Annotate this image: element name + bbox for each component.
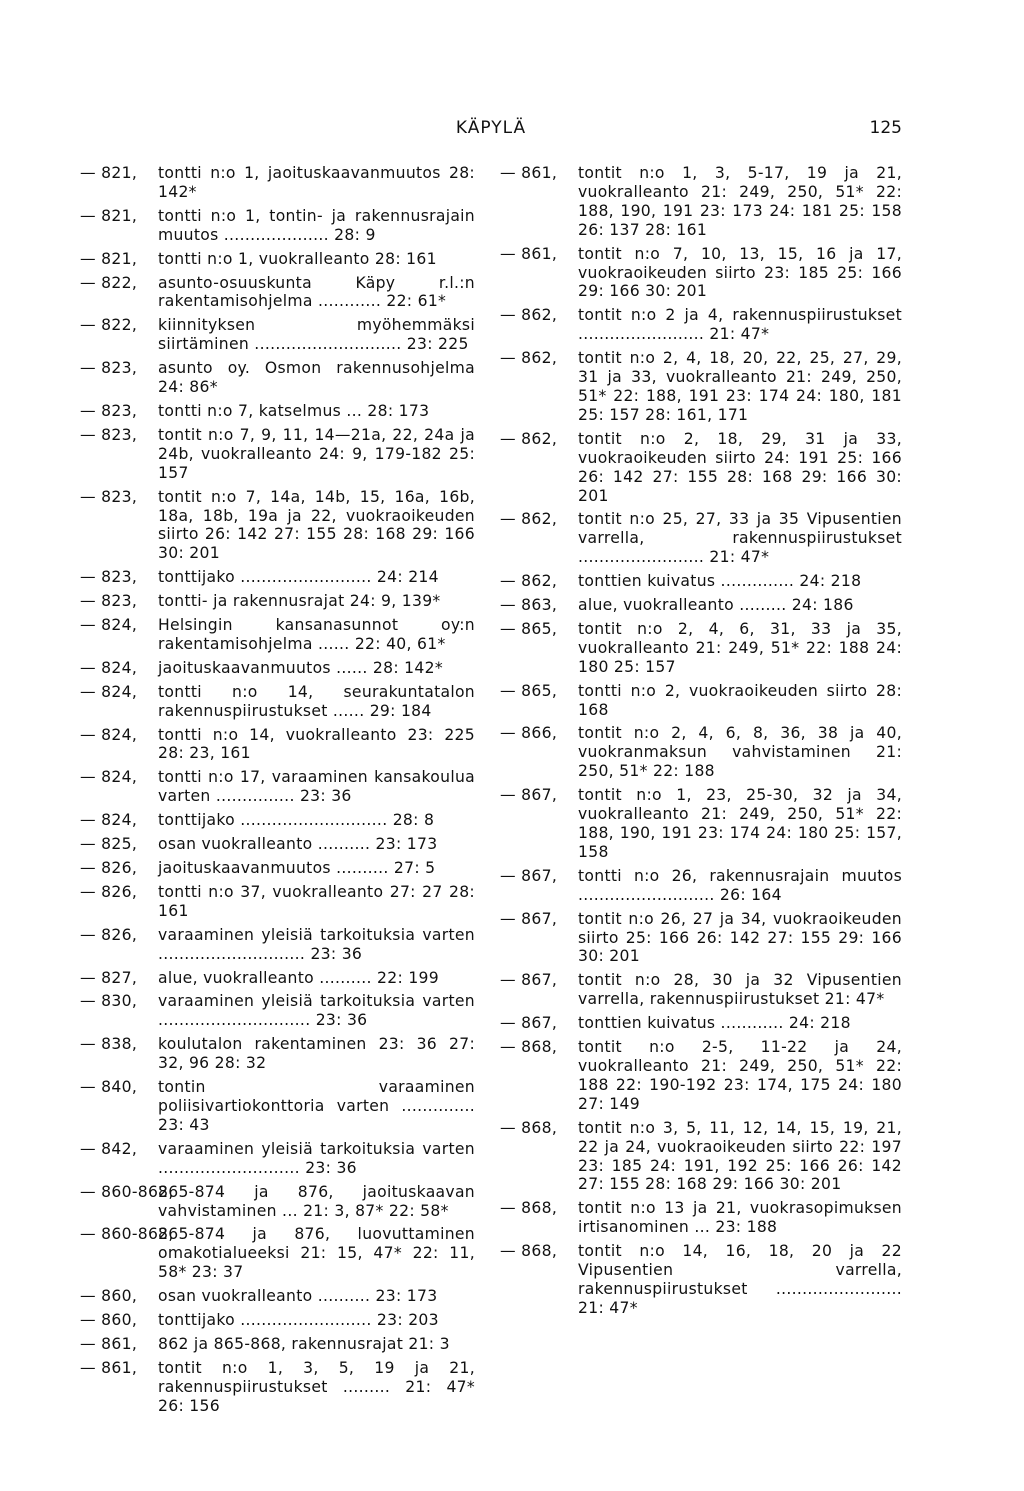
index-entry: [80, 768, 475, 806]
entry-text: alue, vuokralleanto .......... 22: 199: [158, 968, 439, 987]
index-entry: [80, 992, 475, 1030]
index-entry: [500, 1199, 902, 1237]
entry-number: — 860,: [80, 1287, 138, 1306]
entry-text: tontti n:o 37, vuokralleanto 27: 27 28: 161: [158, 882, 475, 920]
entry-number: — 865,: [500, 681, 558, 700]
entry-number: — 865,: [500, 619, 558, 638]
entry-text: alue, vuokralleanto ......... 24: 186: [578, 596, 854, 615]
entry-number: — 823,: [80, 401, 138, 420]
entry-text: 865-874 ja 876, luovuttaminen omakotialueeksi 21: 15, 47* 22: 11, 58* 23: 37: [158, 1225, 475, 1282]
entry-text: 865-874 ja 876, jaoituskaavan vahvistaminen ... 21: 3, 87* 22: 58*: [158, 1182, 475, 1220]
entry-text: tontti n:o 14, vuokralleanto 23: 225 28: 23, 161: [158, 725, 475, 763]
entry-number: — 824,: [80, 658, 138, 677]
entry-text: tonttien kuivatus ............ 24: 218: [578, 1014, 851, 1033]
entry-number: — 822,: [80, 316, 138, 335]
entry-number: — 824,: [80, 725, 138, 744]
entry-number: — 824,: [80, 616, 138, 635]
entry-number: — 867,: [500, 866, 558, 885]
index-entry: [500, 349, 902, 425]
entry-text: tontit n:o 25, 27, 33 ja 35 Vipusentien varrella, rakennuspiirustukset ........................ 21: 47*: [578, 510, 902, 567]
index-entry: [80, 488, 475, 564]
index-entry: [500, 867, 902, 905]
entry-text: tontit n:o 7, 10, 13, 15, 16 ja 17, vuokraoikeuden siirto 23: 185 25: 166 29: 166 30: 201: [578, 244, 902, 301]
entry-text: tontit n:o 1, 3, 5, 19 ja 21, rakennuspiirustukset ......... 21: 47* 26: 156: [158, 1358, 475, 1415]
entry-number: — 862,: [500, 349, 558, 368]
entry-text: tontit n:o 28, 30 ja 32 Vipusentien varrella, rakennuspiirustukset 21: 47*: [578, 971, 902, 1009]
index-entry: [80, 568, 475, 587]
entry-number: — 861,: [500, 244, 558, 263]
right-column: [500, 164, 902, 1323]
index-entry: [500, 596, 902, 615]
entry-text: tontit n:o 1, 23, 25-30, 32 ja 34, vuokralleanto 21: 249, 250, 51* 22: 188, 190, 191 23: 174 24: 180 25: 157, 158: [578, 786, 902, 861]
entry-number: — 823,: [80, 359, 138, 378]
index-entry: [80, 969, 475, 988]
entry-number: — 824,: [80, 768, 138, 787]
index-entry: [500, 620, 902, 677]
entry-number: — 824,: [80, 811, 138, 830]
entry-text: tonttien kuivatus .............. 24: 218: [578, 572, 862, 591]
entry-text: jaoituskaavanmuutos .......... 27: 5: [158, 859, 436, 877]
index-entry: [500, 1038, 902, 1114]
entry-text: tontti- ja rakennusrajat 24: 9, 139*: [158, 592, 441, 611]
entry-text: varaaminen yleisiä tarkoituksia varten ............................. 23: 36: [158, 992, 475, 1030]
entry-number: — 826,: [80, 859, 138, 877]
entry-text: tonttijako ......................... 24: 214: [158, 568, 439, 587]
entry-number: — 840,: [80, 1078, 138, 1097]
index-entry: [80, 683, 475, 721]
entry-number: — 862,: [500, 572, 558, 591]
entry-number: — 825,: [80, 835, 138, 854]
page-header: [80, 118, 902, 142]
entry-number: — 861,: [80, 1358, 138, 1377]
index-entry: [500, 245, 902, 302]
entry-text: tontti n:o 2, vuokraoikeuden siirto 28: 168: [578, 681, 902, 719]
entry-text: kiinnityksen myöhemmäksi siirtäminen ............................ 23: 225: [158, 316, 475, 354]
entry-number: — 821,: [80, 164, 138, 182]
entry-number: — 826,: [80, 882, 138, 901]
entry-text: tontti n:o 1, jaoituskaavanmuutos 28: 142*: [158, 164, 475, 201]
index-entry: [500, 306, 902, 344]
index-entry: [80, 402, 475, 421]
left-column: [80, 164, 475, 1421]
index-entry: [80, 1311, 475, 1330]
index-entry: [80, 859, 475, 878]
entry-text: Helsingin kansanasunnot oy:n rakentamisohjelma ...... 22: 40, 61*: [158, 616, 475, 653]
index-entry: [500, 1242, 902, 1318]
entry-number: — 868,: [500, 1199, 558, 1218]
running-head: KÄPYLÄ: [455, 118, 527, 138]
entry-number: — 863,: [500, 596, 558, 615]
entry-number: — 867,: [500, 1014, 558, 1033]
entry-number: — 860,: [80, 1311, 138, 1330]
entry-number: — 867,: [500, 909, 558, 928]
index-entry: [80, 835, 475, 854]
entry-number: — 823,: [80, 487, 138, 506]
entry-text: koulutalon rakentaminen 23: 36 27: 32, 96 28: 32: [158, 1035, 475, 1073]
entry-text: 862 ja 865-868, rakennusrajat 21: 3: [158, 1334, 450, 1353]
entry-number: — 862,: [500, 306, 558, 325]
index-entry: [500, 682, 902, 720]
entry-text: tontit n:o 7, 14a, 14b, 15, 16a, 16b, 18a, 18b, 19a ja 22, vuokraoikeuden siirto 26: 142 27: 155 28: 168 29: 166 30: 201: [158, 487, 475, 563]
index-entry: [80, 592, 475, 611]
entry-number: — 823,: [80, 592, 138, 611]
entry-text: osan vuokralleanto .......... 23: 173: [158, 1287, 438, 1306]
index-entry: [80, 1287, 475, 1306]
entry-text: tontit n:o 14, 16, 18, 20 ja 22 Vipusentien varrella, rakennuspiirustukset ........................ 21: 47*: [578, 1242, 902, 1317]
index-entry: [80, 316, 475, 354]
index-entry: [80, 926, 475, 964]
entry-number: — 868,: [500, 1118, 558, 1137]
entry-number: — 823,: [80, 568, 138, 587]
entry-number: — 867,: [500, 786, 558, 805]
index-entry: [80, 1359, 475, 1416]
index-entry: [80, 1140, 475, 1178]
entry-text: tontit n:o 2, 4, 6, 8, 36, 38 ja 40, vuokranmaksun vahvistaminen 21: 250, 51* 22: 188: [578, 724, 902, 781]
index-entry: [80, 1035, 475, 1073]
entry-text: tontit n:o 1, 3, 5-17, 19 ja 21, vuokralleanto 21: 249, 250, 51* 22: 188, 190, 191 23: 173 24: 181 25: 158 26: 137 28: 161: [578, 164, 902, 239]
index-entry: [80, 164, 475, 202]
index-entry: [80, 250, 475, 269]
index-entry: [80, 207, 475, 245]
entry-text: tontit n:o 13 ja 21, vuokrasopimuksen irtisanominen ... 23: 188: [578, 1199, 902, 1237]
index-entry: [500, 1119, 902, 1195]
index-entry: [500, 786, 902, 862]
entry-text: tontit n:o 2, 18, 29, 31 ja 33, vuokraoikeuden siirto 24: 191 25: 166 26: 142 27: 155 28: 168 29: 166 30: 201: [578, 429, 902, 505]
entry-text: asunto-osuuskunta Käpy r.l.:n rakentamisohjelma ............ 22: 61*: [158, 273, 475, 311]
entry-text: tontit n:o 2 ja 4, rakennuspiirustukset ........................ 21: 47*: [578, 306, 902, 344]
index-entry: [500, 510, 902, 567]
index-entry: [500, 971, 902, 1009]
index-entry: [80, 883, 475, 921]
entry-text: tontti n:o 26, rakennusrajain muutos .......................... 26: 164: [578, 866, 902, 904]
index-entry: [80, 359, 475, 397]
index-entry: [80, 1225, 475, 1282]
entry-text: asunto oy. Osmon rakennusohjelma 24: 86*: [158, 359, 475, 397]
entry-text: tontin varaaminen poliisivartiokonttoria varten .............. 23: 43: [158, 1078, 475, 1134]
entry-number: — 862,: [500, 429, 558, 448]
index-entry: [500, 724, 902, 781]
entry-number: — 821,: [80, 249, 138, 268]
index-entry: [80, 1335, 475, 1354]
index-entry: [80, 811, 475, 830]
page-number: 125: [869, 118, 902, 138]
entry-number: — 826,: [80, 925, 138, 944]
index-entry: [500, 572, 902, 591]
entry-text: jaoituskaavanmuutos ...... 28: 142*: [158, 658, 443, 677]
index-entry: [500, 430, 902, 506]
entry-text: tontti n:o 17, varaaminen kansakoulua varten ............... 23: 36: [158, 768, 475, 806]
index-entry: [80, 726, 475, 764]
entry-number: — 821,: [80, 206, 138, 225]
entry-number: — 860-862,: [80, 1225, 174, 1244]
entry-number: — 861,: [500, 164, 558, 182]
entry-text: tontit n:o 7, 9, 11, 14—21a, 22, 24a ja 24b, vuokralleanto 24: 9, 179-182 25: 157: [158, 425, 475, 482]
entry-text: tontti n:o 7, katselmus ... 28: 173: [158, 401, 430, 420]
entry-text: tontti n:o 1, tontin- ja rakennusrajain muutos .................... 28: 9: [158, 206, 475, 244]
entry-number: — 824,: [80, 682, 138, 701]
entry-text: tontit n:o 2, 4, 18, 20, 22, 25, 27, 29, 31 ja 33, vuokralleanto 21: 249, 250, 51* 22: 188, 191 23: 174 24: 180, 181 25: 157 28: 161, 171: [578, 349, 902, 424]
entry-text: tontit n:o 3, 5, 11, 12, 14, 15, 19, 21, 22 ja 24, vuokraoikeuden siirto 22: 197 23: 185 24: 191, 192 25: 166 26: 142 27: 155 28: 168 29: 166 30: 201: [578, 1118, 902, 1194]
entry-number: — 842,: [80, 1139, 138, 1158]
entry-text: tontti n:o 14, seurakuntatalon rakennuspiirustukset ...... 29: 184: [158, 682, 475, 720]
index-entry: [80, 1183, 475, 1221]
entry-text: tontti n:o 1, vuokralleanto 28: 161: [158, 249, 437, 268]
entry-text: osan vuokralleanto .......... 23: 173: [158, 835, 438, 854]
entry-number: — 866,: [500, 724, 558, 743]
entry-number: — 838,: [80, 1035, 138, 1054]
entry-text: tontit n:o 2-5, 11-22 ja 24, vuokralleanto 21: 249, 250, 51* 22: 188 22: 190-192 23: 174, 175 24: 180 27: 149: [578, 1038, 902, 1113]
entry-number: — 868,: [500, 1242, 558, 1261]
index-entry: [80, 426, 475, 483]
index-entry: [500, 1014, 902, 1033]
entry-text: tontit n:o 2, 4, 6, 31, 33 ja 35, vuokralleanto 21: 249, 51* 22: 188 24: 180 25: 157: [578, 619, 902, 676]
entry-number: — 822,: [80, 273, 138, 292]
entry-text: tontit n:o 26, 27 ja 34, vuokraoikeuden siirto 25: 166 26: 142 27: 155 29: 166 30: 201: [578, 909, 902, 966]
index-entry: [80, 616, 475, 654]
index-entry: [80, 659, 475, 678]
entry-text: tonttijako ............................ 28: 8: [158, 811, 435, 830]
entry-text: tonttijako ......................... 23: 203: [158, 1311, 439, 1330]
entry-number: — 868,: [500, 1038, 558, 1057]
index-entry: [500, 164, 902, 240]
entry-number: — 862,: [500, 510, 558, 529]
index-entry: [80, 1078, 475, 1135]
entry-number: — 823,: [80, 425, 138, 444]
index-entry: [80, 274, 475, 312]
entry-number: — 860-862,: [80, 1182, 174, 1201]
entry-number: — 867,: [500, 971, 558, 990]
entry-number: — 827,: [80, 968, 138, 987]
index-entry: [500, 910, 902, 967]
entry-text: varaaminen yleisiä tarkoituksia varten ............................ 23: 36: [158, 925, 475, 963]
entry-text: varaaminen yleisiä tarkoituksia varten ........................... 23: 36: [158, 1139, 475, 1177]
entry-number: — 830,: [80, 992, 138, 1011]
entry-number: — 861,: [80, 1334, 138, 1353]
